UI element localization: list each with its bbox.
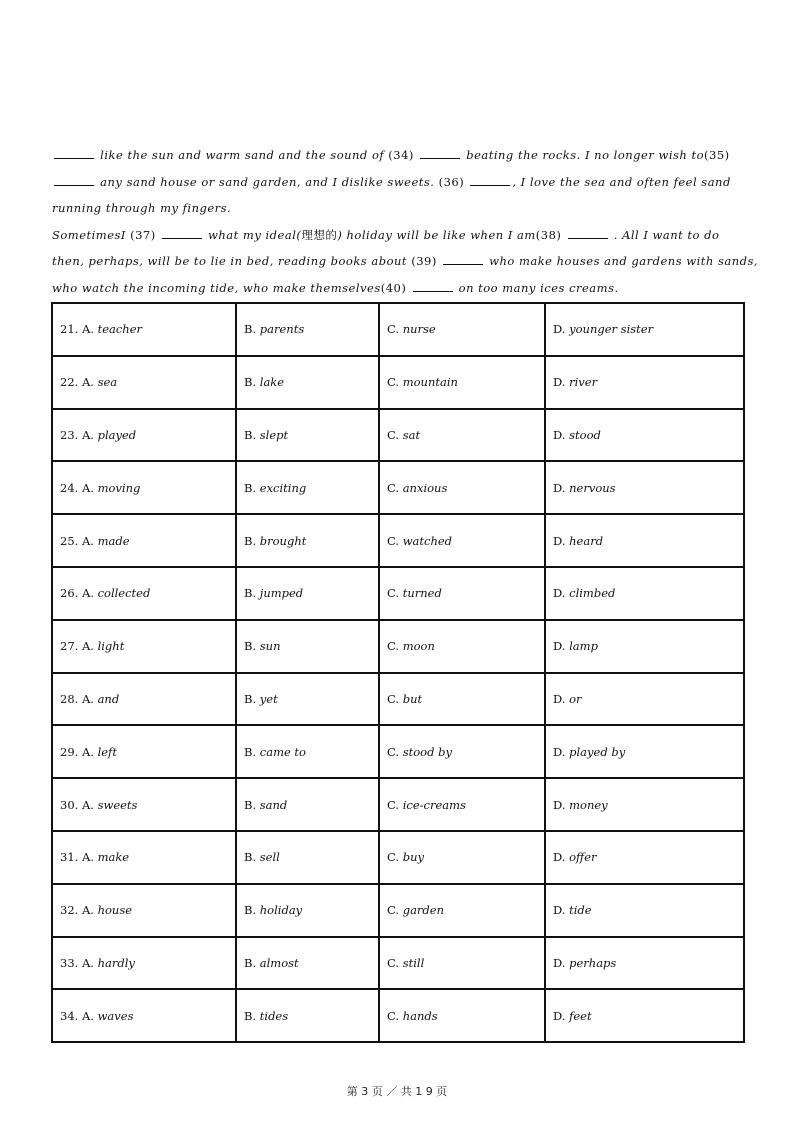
option-letter: B.: [244, 797, 257, 812]
option-letter: D.: [553, 955, 566, 970]
option-a-cell[interactable]: [52, 514, 236, 567]
option-letter: D.: [553, 480, 566, 495]
option-text: yet: [259, 691, 278, 706]
option-b-cell[interactable]: [236, 831, 379, 884]
option-letter: D.: [553, 797, 566, 812]
option-c-cell[interactable]: [379, 673, 545, 726]
option-text: nervous: [569, 480, 616, 495]
option-a-cell[interactable]: [52, 567, 236, 620]
option-letter: C.: [387, 797, 400, 812]
option-text: collected: [97, 586, 151, 601]
option-text: offer: [569, 850, 597, 865]
option-letter: C.: [387, 850, 400, 865]
option-letter: B.: [244, 744, 257, 759]
option-text: moving: [97, 480, 141, 495]
option-c-cell[interactable]: [379, 303, 545, 356]
page-footer: 第 3 页 ／ 共 1 9 页: [346, 1085, 448, 1098]
option-text: moon: [402, 639, 435, 654]
option-d-cell[interactable]: [545, 620, 744, 673]
answer-blank: [413, 280, 453, 292]
options-table: [51, 302, 745, 1043]
option-c-cell[interactable]: [379, 937, 545, 990]
option-text: mountain: [402, 375, 458, 390]
option-a-cell[interactable]: [52, 725, 236, 778]
option-text: almost: [259, 955, 299, 970]
option-letter: A.: [81, 480, 94, 495]
option-text: and: [97, 691, 120, 706]
option-letter: C.: [387, 744, 400, 759]
option-row: [52, 461, 744, 514]
option-row: [52, 356, 744, 409]
option-text: stood by: [402, 744, 452, 759]
option-text: light: [97, 639, 125, 654]
option-letter: B.: [244, 480, 257, 495]
option-text: brought: [259, 533, 307, 548]
passage-text: SometimesI: [52, 227, 126, 242]
option-b-cell[interactable]: [236, 514, 379, 567]
option-text: sand: [259, 797, 288, 812]
option-text: stood: [569, 427, 601, 442]
option-b-cell[interactable]: [236, 356, 379, 409]
option-text: lake: [259, 375, 285, 390]
option-letter: C.: [387, 427, 400, 442]
option-text: played: [97, 427, 137, 442]
answer-blank: [54, 174, 94, 186]
option-c-cell[interactable]: [379, 356, 545, 409]
option-text: made: [97, 533, 130, 548]
option-d-cell[interactable]: [545, 884, 744, 937]
passage-line: [52, 225, 722, 252]
option-a-cell[interactable]: [52, 831, 236, 884]
option-a-cell[interactable]: [52, 884, 236, 937]
option-text: lamp: [569, 639, 598, 654]
option-text: make: [97, 850, 130, 865]
option-a-cell[interactable]: [52, 620, 236, 673]
option-letter: A.: [81, 797, 94, 812]
answer-blank: [568, 227, 608, 239]
option-text: tides: [259, 1008, 289, 1023]
passage-text: beating the rocks. I no longer wish to: [466, 148, 705, 162]
option-letter: A.: [81, 1008, 94, 1023]
option-d-cell[interactable]: [545, 778, 744, 831]
option-text: left: [97, 744, 117, 759]
option-b-cell[interactable]: [236, 461, 379, 514]
chinese-gloss: 理想的: [301, 227, 338, 242]
option-letter: C.: [387, 903, 400, 918]
option-row: [52, 778, 744, 831]
option-letter: D.: [553, 850, 566, 865]
option-text: climbed: [569, 586, 616, 601]
option-row: [52, 725, 744, 778]
blank-number: (36): [438, 174, 465, 189]
answer-blank: [470, 174, 510, 186]
option-c-cell[interactable]: [379, 461, 545, 514]
option-text: buy: [402, 850, 424, 865]
option-letter: A.: [81, 322, 94, 337]
option-c-cell[interactable]: [379, 725, 545, 778]
option-text: sun: [259, 639, 281, 654]
option-b-cell[interactable]: [236, 567, 379, 620]
option-text: garden: [402, 903, 444, 918]
option-text: ice-creams: [402, 797, 466, 812]
question-number: 24.: [60, 480, 79, 495]
option-letter: B.: [244, 903, 257, 918]
option-text: anxious: [402, 480, 448, 495]
option-b-cell[interactable]: [236, 673, 379, 726]
passage-line: [52, 145, 730, 172]
option-text: sweets: [97, 797, 138, 812]
question-number: 31.: [60, 850, 79, 865]
passage-text: on too many ices creams.: [458, 280, 619, 295]
option-row: [52, 884, 744, 937]
blank-number: (38): [535, 227, 562, 242]
option-letter: C.: [387, 691, 400, 706]
option-letter: D.: [553, 586, 566, 601]
blank-number: (35): [704, 148, 730, 162]
option-text: house: [97, 903, 133, 918]
option-a-cell[interactable]: [52, 356, 236, 409]
option-b-cell[interactable]: [236, 937, 379, 990]
option-text: jumped: [259, 586, 304, 601]
option-row: [52, 514, 744, 567]
option-text: hands: [402, 1008, 438, 1023]
option-c-cell[interactable]: [379, 831, 545, 884]
option-b-cell[interactable]: [236, 778, 379, 831]
option-a-cell[interactable]: [52, 409, 236, 462]
answer-blank: [162, 227, 202, 239]
option-a-cell[interactable]: [52, 937, 236, 990]
option-letter: A.: [81, 955, 94, 970]
passage-text: who make houses and gardens with sands,: [489, 254, 759, 269]
option-letter: B.: [244, 427, 257, 442]
option-a-cell[interactable]: [52, 673, 236, 726]
question-number: 21.: [60, 322, 79, 337]
option-letter: A.: [81, 375, 94, 390]
option-row: [52, 620, 744, 673]
option-row: [52, 409, 744, 462]
option-b-cell[interactable]: [236, 725, 379, 778]
option-text: but: [402, 691, 423, 706]
option-d-cell[interactable]: [545, 303, 744, 356]
option-c-cell[interactable]: [379, 514, 545, 567]
option-d-cell[interactable]: [545, 461, 744, 514]
question-number: 26.: [60, 586, 79, 601]
option-text: river: [569, 375, 598, 390]
option-c-cell[interactable]: [379, 409, 545, 462]
option-d-cell[interactable]: [545, 409, 744, 462]
option-c-cell[interactable]: [379, 620, 545, 673]
option-text: teacher: [97, 322, 143, 337]
option-letter: A.: [81, 744, 94, 759]
question-number: 28.: [60, 691, 79, 706]
option-letter: C.: [387, 322, 400, 337]
question-number: 27.: [60, 639, 79, 654]
option-text: sat: [402, 427, 421, 442]
option-c-cell[interactable]: [379, 884, 545, 937]
option-letter: D.: [553, 375, 566, 390]
option-d-cell[interactable]: [545, 567, 744, 620]
option-text: played by: [569, 744, 626, 759]
passage-text: ) holiday will be like when I am: [337, 227, 536, 242]
passage-text: like the sun and warm sand and the sound of: [100, 148, 385, 162]
option-text: or: [569, 691, 582, 706]
option-a-cell[interactable]: [52, 989, 236, 1042]
option-letter: D.: [553, 533, 566, 548]
option-d-cell[interactable]: [545, 356, 744, 409]
option-text: perhaps: [569, 955, 617, 970]
option-b-cell[interactable]: [236, 620, 379, 673]
passage-text: who watch the incoming tide, who make themselves: [52, 280, 381, 295]
option-text: exciting: [259, 480, 307, 495]
option-text: sell: [259, 850, 280, 865]
passage-text: any sand house or sand garden, and I dislike sweets.: [100, 174, 435, 189]
option-text: money: [569, 797, 608, 812]
option-row: [52, 831, 744, 884]
option-a-cell[interactable]: [52, 303, 236, 356]
question-number: 34.: [60, 1008, 79, 1023]
option-letter: D.: [553, 639, 566, 654]
question-number: 23.: [60, 427, 79, 442]
option-c-cell[interactable]: [379, 989, 545, 1042]
option-text: younger sister: [569, 322, 654, 337]
option-text: holiday: [259, 903, 303, 918]
option-c-cell[interactable]: [379, 778, 545, 831]
option-letter: D.: [553, 903, 566, 918]
option-letter: B.: [244, 1008, 257, 1023]
option-letter: D.: [553, 744, 566, 759]
passage-text: running through my fingers.: [52, 201, 232, 216]
option-row: [52, 937, 744, 990]
option-text: still: [402, 955, 425, 970]
option-letter: C.: [387, 639, 400, 654]
passage-text: then, perhaps, will be to lie in bed, reading books about: [52, 254, 408, 269]
option-letter: D.: [553, 322, 566, 337]
passage-line: [52, 251, 759, 278]
option-d-cell[interactable]: [545, 831, 744, 884]
option-letter: D.: [553, 691, 566, 706]
option-d-cell[interactable]: [545, 514, 744, 567]
passage-text: . All I want to do: [613, 227, 720, 242]
option-letter: B.: [244, 375, 257, 390]
option-letter: B.: [244, 639, 257, 654]
question-number: 33.: [60, 955, 79, 970]
option-letter: C.: [387, 586, 400, 601]
option-letter: D.: [553, 427, 566, 442]
option-d-cell[interactable]: [545, 725, 744, 778]
option-text: tide: [569, 903, 592, 918]
option-d-cell[interactable]: [545, 989, 744, 1042]
option-b-cell[interactable]: [236, 303, 379, 356]
option-letter: C.: [387, 533, 400, 548]
option-letter: C.: [387, 1008, 400, 1023]
answer-blank: [54, 147, 94, 159]
option-letter: B.: [244, 691, 257, 706]
option-b-cell[interactable]: [236, 409, 379, 462]
question-number: 29.: [60, 744, 79, 759]
option-c-cell[interactable]: [379, 567, 545, 620]
blank-number: (34): [388, 148, 414, 162]
option-text: waves: [97, 1008, 134, 1023]
option-row: [52, 567, 744, 620]
option-row: [52, 989, 744, 1042]
option-letter: A.: [81, 427, 94, 442]
option-d-cell[interactable]: [545, 673, 744, 726]
option-text: feet: [569, 1008, 592, 1023]
option-a-cell[interactable]: [52, 778, 236, 831]
passage-text: , I love the sea and often feel sand: [512, 174, 731, 189]
option-text: slept: [259, 427, 289, 442]
option-letter: C.: [387, 375, 400, 390]
option-text: watched: [402, 533, 453, 548]
option-letter: A.: [81, 533, 94, 548]
option-d-cell[interactable]: [545, 937, 744, 990]
reading-passage: [52, 145, 759, 305]
option-letter: B.: [244, 533, 257, 548]
passage-text: what my ideal(: [208, 227, 302, 242]
blank-number: (39): [411, 254, 437, 269]
question-number: 25.: [60, 533, 79, 548]
option-letter: D.: [553, 1008, 566, 1023]
option-letter: A.: [81, 586, 94, 601]
option-letter: C.: [387, 480, 400, 495]
option-row: [52, 673, 744, 726]
option-text: parents: [259, 322, 305, 337]
option-b-cell[interactable]: [236, 989, 379, 1042]
option-a-cell[interactable]: [52, 461, 236, 514]
option-row: [52, 303, 744, 356]
option-letter: A.: [81, 639, 94, 654]
question-number: 32.: [60, 903, 79, 918]
blank-number: (40): [380, 280, 407, 295]
option-text: nurse: [402, 322, 436, 337]
option-letter: A.: [81, 903, 94, 918]
passage-line: [52, 198, 722, 225]
option-text: turned: [402, 586, 442, 601]
option-letter: B.: [244, 955, 257, 970]
option-letter: B.: [244, 850, 257, 865]
question-number: 22.: [60, 375, 79, 390]
option-b-cell[interactable]: [236, 884, 379, 937]
option-text: sea: [97, 375, 118, 390]
option-letter: C.: [387, 955, 400, 970]
option-letter: A.: [81, 691, 94, 706]
option-letter: B.: [244, 586, 257, 601]
blank-number: (37): [130, 227, 156, 242]
option-text: heard: [569, 533, 604, 548]
option-letter: B.: [244, 322, 257, 337]
passage-line: [52, 172, 731, 199]
option-letter: A.: [81, 850, 94, 865]
answer-blank: [443, 253, 483, 265]
question-number: 30.: [60, 797, 79, 812]
option-text: came to: [259, 744, 306, 759]
option-text: hardly: [97, 955, 135, 970]
passage-line: [52, 278, 722, 305]
answer-blank: [420, 147, 460, 159]
